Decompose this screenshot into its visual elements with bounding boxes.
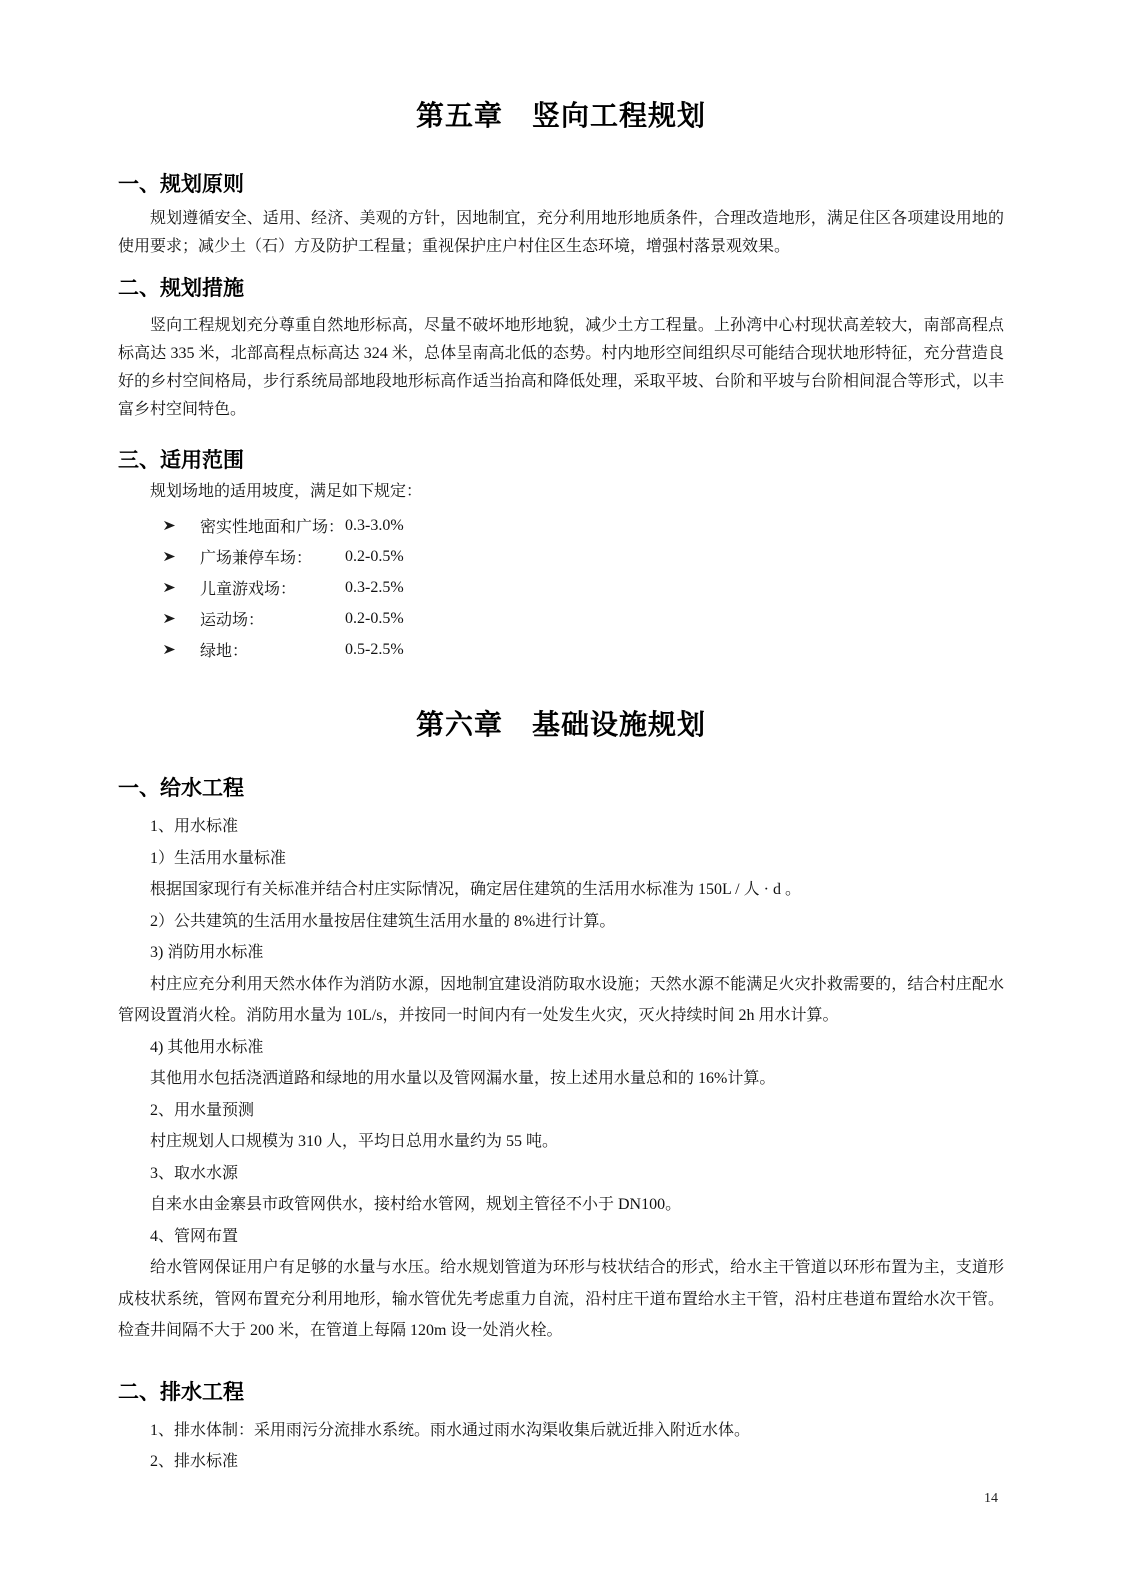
list-item: [118, 541, 1004, 572]
section-heading-planning-principles: 一、规划原则: [118, 173, 244, 196]
section-heading-drainage: 二、排水工程: [118, 1380, 244, 1404]
paragraph: 3、取水水源: [150, 1164, 239, 1182]
slope-value: 0.3-3.0%: [345, 516, 404, 534]
arrowhead-bullet-icon: [163, 581, 200, 594]
slope-intro-text: 规划场地的适用坡度，满足如下规定：: [150, 483, 423, 500]
section-heading-planning-measures: 二、规划措施: [118, 277, 244, 300]
paragraph: 自来水由金寨县市政管网供水，接村给水管网，规划主管径不小于 DN100。: [150, 1196, 682, 1213]
slope-label: 绿地：: [200, 643, 249, 660]
section-heading-applicable-range: 三、适用范围: [118, 449, 244, 472]
slope-label: 儿童游戏场：: [200, 581, 297, 598]
paragraph: 2）公共建筑的生活用水量按居住建筑生活用水量的 8%进行计算。: [150, 912, 616, 930]
chapter6-title: 第六章 基础设施规划: [415, 709, 706, 740]
slope-value: 0.2-0.5%: [345, 547, 404, 565]
slope-value: 0.5-2.5%: [345, 640, 404, 658]
paragraph: 2、用水量预测: [150, 1101, 255, 1119]
paragraph: 根据国家现行有关标准并结合村庄实际情况，确定居住建筑的生活用水标准为 150L / 人 · d 。: [150, 881, 801, 898]
page-number: 14: [984, 1491, 998, 1506]
arrowhead-bullet-icon: [163, 550, 200, 563]
list-item: [118, 572, 1004, 603]
paragraph: 村庄规划人口规模为 310 人，平均日总用水量约为 55 吨。: [150, 1133, 559, 1150]
paragraph: 1、排水体制：采用雨污分流排水系统。雨水通过雨水沟渠收集后就近排入附近水体。: [150, 1421, 751, 1439]
list-item: [118, 634, 1004, 665]
paragraph: 给水管网保证用户有足够的水量与水压。给水规划管道为环形与枝状结合的形式，给水主干管道以环形布置为主，支道形成枝状系统，管网布置充分利用地形，输水管优先考虑重力自流，沿村庄干道布置给水主干管，沿村庄巷道布置给水次干管。检查井间隔不大于 200 米，在管道上每隔 120m 设一处消火栓。: [118, 1259, 1004, 1339]
arrowhead-bullet-icon: [163, 612, 200, 625]
slope-value: 0.2-0.5%: [345, 609, 404, 627]
list-item: [118, 510, 1004, 541]
paragraph: 其他用水包括浇洒道路和绿地的用水量以及管网漏水量，按上述用水量总和的 16%计算。: [150, 1070, 776, 1087]
arrowhead-bullet-icon: [163, 519, 200, 532]
drainage-paragraphs: [118, 1415, 1004, 1478]
arrowhead-bullet-icon: [163, 643, 200, 656]
paragraph: 3) 消防用水标准: [150, 944, 264, 961]
slope-label: 密实性地面和广场：: [200, 519, 345, 536]
paragraph: 规划遵循安全、适用、经济、美观的方针，因地制宜，充分利用地形地质条件，合理改造地形，满足住区各项建设用地的使用要求；减少土（石）方及防护工程量；重视保护庄户村住区生态环境，增强村落景观效果。: [118, 210, 1004, 255]
paragraph: 2、排水标准: [150, 1453, 239, 1470]
slope-bullet-list: [118, 510, 1004, 665]
paragraph: 1、用水标准: [150, 818, 239, 835]
paragraph: 4) 其他用水标准: [150, 1038, 264, 1056]
paragraph: 竖向工程规划充分尊重自然地形标高，尽量不破坏地形地貌，减少土方工程量。上孙湾中心村现状高差较大，南部高程点标高达 335 米，北部高程点标高达 324 米，总体呈南高北低的态势。村内地形空间组织尽可能结合现状地形特征，充分营造良好的乡村空间格局，步行系统局部地段地形标高作适当抬高和降低处理，采取平坡、台阶和平坡与台阶相间混合等形式，以丰富乡村空间特色。: [118, 317, 1004, 418]
slope-label: 运动场：: [200, 612, 265, 629]
paragraph: 4、管网布置: [150, 1227, 239, 1245]
slope-value: 0.3-2.5%: [345, 578, 404, 596]
page-content: [118, 0, 1004, 1478]
section-heading-water-supply: 一、给水工程: [118, 777, 244, 800]
paragraph: 1）生活用水量标准: [150, 849, 287, 867]
paragraph: 村庄应充分利用天然水体作为消防水源，因地制宜建设消防取水设施；天然水源不能满足火灾扑救需要的，结合村庄配水管网设置消火栓。消防用水量为 10L/s，并按同一时间内有一处发生火灾，灭火持续时间 2h 用水计算。: [118, 975, 1004, 1024]
chapter5-title: 第五章 竖向工程规划: [415, 100, 706, 131]
list-item: [118, 603, 1004, 634]
water-supply-paragraphs: [118, 811, 1004, 1347]
slope-label: 广场兼停车场：: [200, 550, 313, 567]
